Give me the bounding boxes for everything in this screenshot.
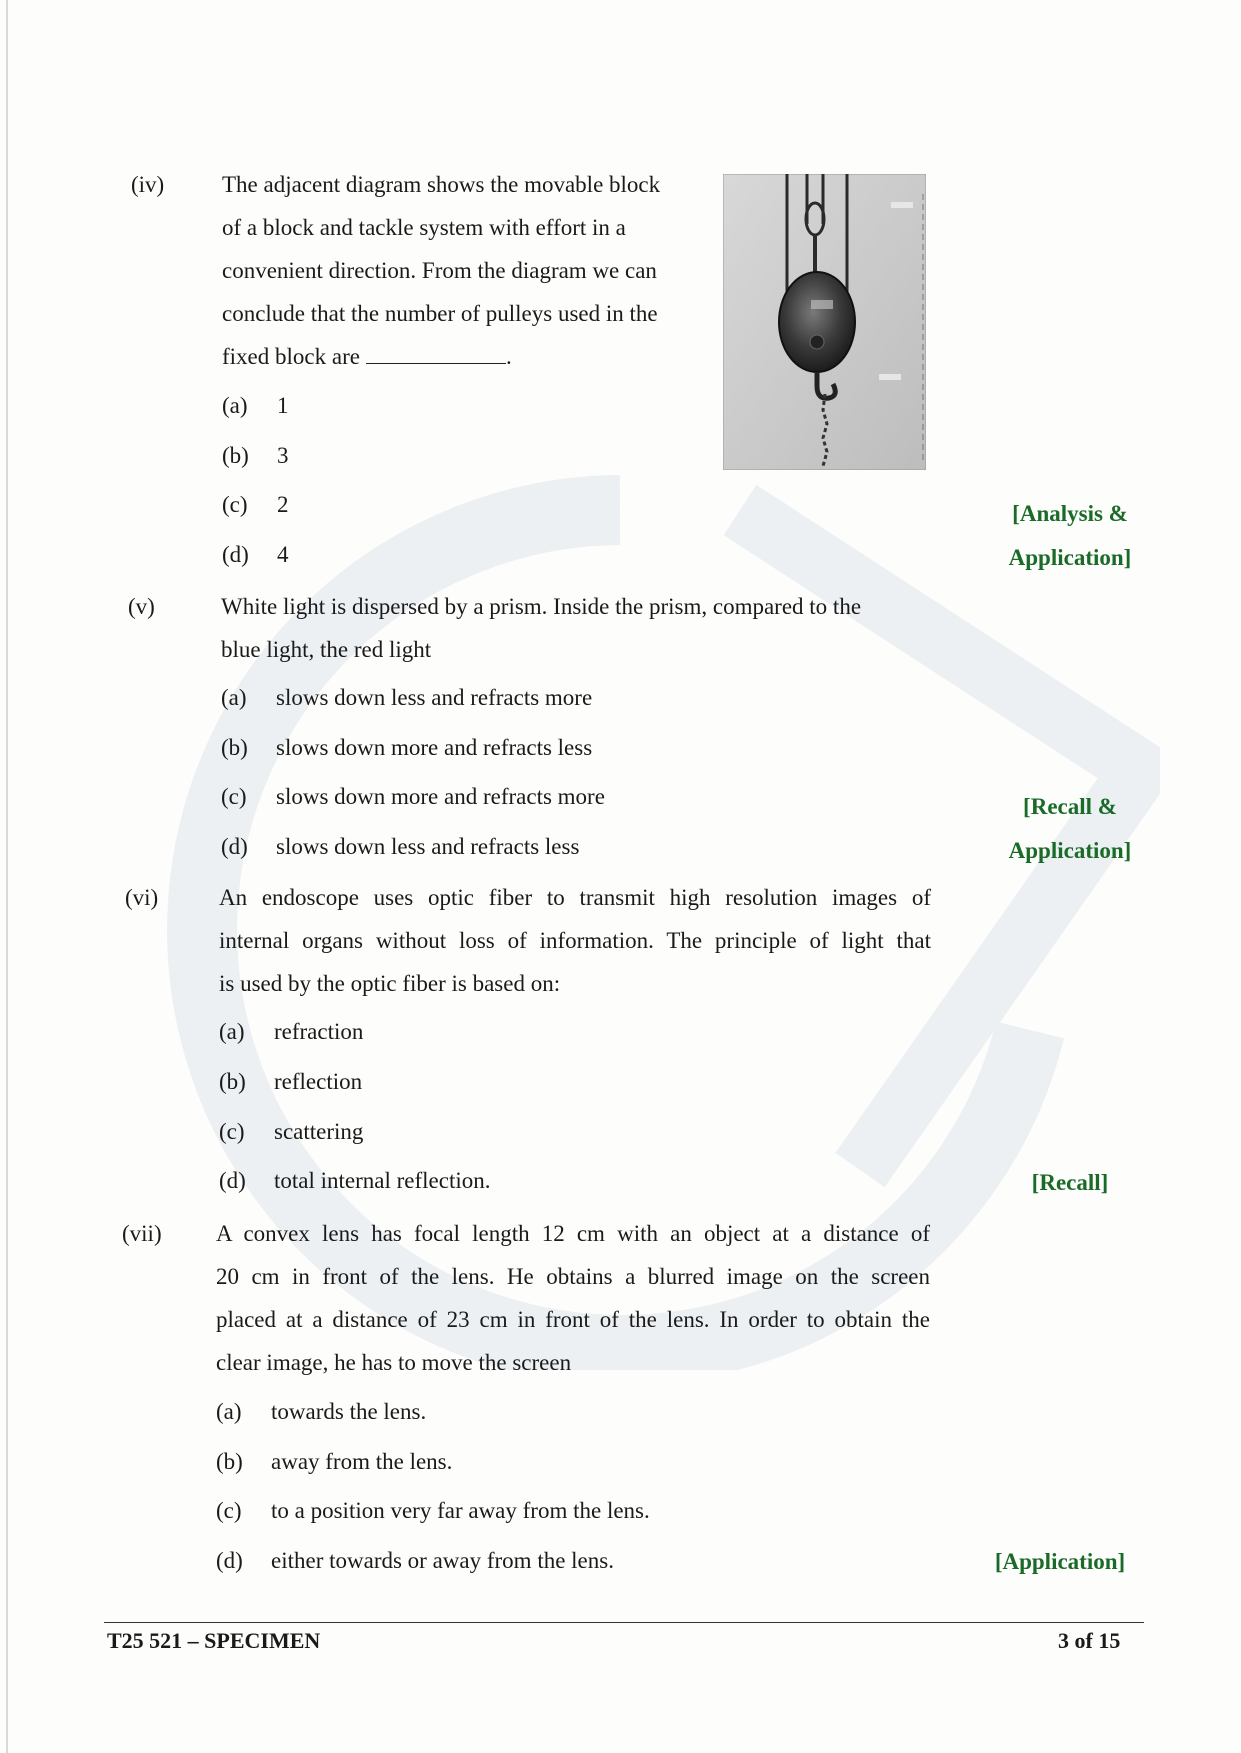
option-text: 1 (277, 393, 289, 418)
stem-line: An endoscope uses optic fiber to transmit high resolution images of (219, 885, 931, 910)
question-stem (219, 876, 931, 1005)
stem-line: of a block and tackle system with effort in a (222, 215, 626, 240)
option-label: (b) (221, 735, 248, 760)
stem-line: White light is dispersed by a prism. Inside the prism, compared to the (221, 594, 862, 619)
option-text: reflection (274, 1069, 363, 1094)
option (219, 1117, 364, 1147)
option-label: (d) (219, 1168, 246, 1193)
option-text: scattering (274, 1119, 364, 1144)
option-label: (a) (219, 1019, 245, 1044)
option (221, 683, 593, 713)
stem-line: blue light, the red light (221, 637, 432, 662)
stem-line: is used by the optic fiber is based on: (219, 971, 561, 996)
option (216, 1397, 427, 1427)
option (221, 733, 593, 763)
tag-line: Application] (1008, 545, 1132, 570)
option-text: slows down less and refracts more (276, 685, 593, 710)
option-text: 2 (277, 492, 289, 517)
option-label: (d) (216, 1548, 243, 1573)
stem-line: The adjacent diagram shows the movable block (222, 172, 661, 197)
question-stem (221, 585, 921, 671)
option-label: (a) (216, 1399, 242, 1424)
stem-line (222, 335, 702, 378)
tag-line: [Recall & (1023, 794, 1117, 819)
tag-line: [Application] (994, 1549, 1126, 1574)
stem-line: conclude that the number of pulleys used in the (222, 301, 658, 326)
tag-line: Application] (1008, 838, 1132, 863)
option-label: (c) (221, 784, 247, 809)
cognitive-tag (995, 785, 1145, 873)
stem-line: convenient direction. From the diagram we can (222, 258, 657, 283)
option-label: (c) (222, 492, 248, 517)
option-label: (c) (219, 1119, 245, 1144)
stem-line: internal organs without loss of information. The principle of light that (219, 928, 931, 953)
option-text: either towards or away from the lens. (271, 1548, 614, 1573)
option-text: slows down more and refracts less (276, 735, 593, 760)
option (222, 441, 289, 471)
question-number: (iv) (131, 172, 165, 197)
option-label: (b) (216, 1449, 243, 1474)
option (219, 1166, 491, 1196)
option-text: towards the lens. (271, 1399, 427, 1424)
tag-line: [Analysis & (1012, 501, 1128, 526)
pulley-block-photo (723, 174, 926, 470)
option-label: (b) (222, 443, 249, 468)
stem-line: 20 cm in front of the lens. He obtains a blurred image on the screen (216, 1264, 930, 1289)
question-stem (216, 1212, 930, 1384)
option-label: (c) (216, 1498, 242, 1523)
option-text: total internal reflection. (274, 1168, 491, 1193)
option-label: (a) (222, 393, 248, 418)
option (222, 490, 289, 520)
question-number: (vii) (122, 1221, 162, 1246)
question-number: (vi) (125, 885, 159, 910)
page-edge (6, 0, 8, 1753)
option-label: (d) (221, 834, 248, 859)
option-text: 3 (277, 443, 289, 468)
option-label: (a) (221, 685, 247, 710)
option (219, 1067, 363, 1097)
option (222, 540, 289, 570)
stem-line: A convex lens has focal length 12 cm with an object at a distance of (216, 1221, 930, 1246)
option (216, 1546, 614, 1576)
cognitive-tag (980, 1540, 1140, 1584)
option (222, 391, 289, 421)
option-text: to a position very far away from the lens. (271, 1498, 650, 1523)
page-number: 3 of 15 (1058, 1628, 1121, 1653)
stem-line: placed at a distance of 23 cm in front of the lens. In order to obtain the (216, 1307, 930, 1332)
option (221, 782, 605, 812)
option-label: (d) (222, 542, 249, 567)
option-text: slows down more and refracts more (276, 784, 605, 809)
stem-line: clear image, he has to move the screen (216, 1350, 572, 1375)
question-number: (v) (128, 594, 155, 619)
footer-rule (104, 1622, 1144, 1623)
option (216, 1447, 453, 1477)
option-text: slows down less and refracts less (276, 834, 580, 859)
option-label: (b) (219, 1069, 246, 1094)
paper-code: T25 521 – SPECIMEN (107, 1628, 321, 1653)
question-stem (222, 163, 702, 378)
option-text: away from the lens. (271, 1449, 453, 1474)
answer-blank (366, 339, 506, 364)
stem-end: . (505, 344, 512, 369)
tag-line: [Recall] (1031, 1170, 1109, 1195)
cognitive-tag (995, 1161, 1145, 1205)
option-text: refraction (274, 1019, 364, 1044)
cognitive-tag (995, 492, 1145, 580)
option (216, 1496, 650, 1526)
option (221, 832, 580, 862)
option (219, 1017, 364, 1047)
option-text: 4 (277, 542, 289, 567)
stem-line-text: fixed block are (222, 344, 360, 369)
